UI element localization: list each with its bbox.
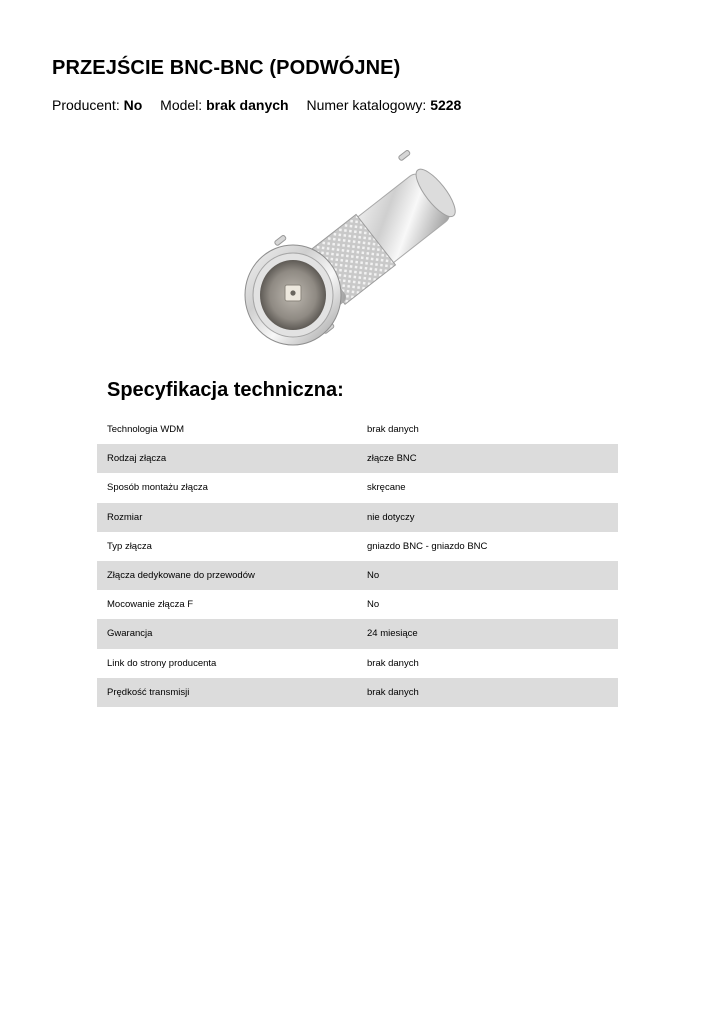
spec-key: Rozmiar [107,511,143,523]
spec-row [97,503,618,532]
spec-key: Mocowanie złącza F [107,599,194,611]
spec-value: brak danych [367,686,419,698]
spec-value: brak danych [367,657,419,669]
spec-row [97,473,618,502]
spec-row [97,532,618,561]
spec-value: No [367,599,380,611]
spec-value: złącze BNC [367,453,417,465]
producer-label: Producent: [52,97,120,113]
spec-key: Prędkość transmisji [107,686,190,698]
spec-row [97,415,618,444]
spec-key: Złącza dedykowane do przewodów [107,570,255,582]
spec-key: Gwarancja [107,628,153,640]
spec-value: 24 miesiące [367,628,418,640]
spec-table [97,415,618,707]
spec-row [97,619,618,648]
model-label: Model: [160,97,203,113]
catalog-label: Numer katalogowy: [306,97,427,113]
spec-heading: Specyfikacja techniczna: [107,379,344,401]
catalog-value: 5228 [430,97,462,113]
producer-group [52,97,146,113]
spec-key: Link do strony producenta [107,657,217,669]
catalog-group [306,97,461,113]
spec-key: Typ złącza [107,540,152,552]
spec-value: brak danych [367,424,419,436]
spec-row [97,444,618,473]
spec-value: skręcane [367,482,406,494]
product-photo [238,143,483,361]
spec-row [97,678,618,707]
model-value: brak danych [206,97,289,113]
spec-row [97,649,618,678]
spec-row [97,561,618,590]
spec-value: No [367,570,380,582]
model-group [160,97,292,113]
product-meta [52,97,475,113]
spec-key: Technologia WDM [107,424,185,436]
spec-value: gniazdo BNC - gniazdo BNC [367,540,488,552]
spec-value: nie dotyczy [367,511,415,523]
spec-key: Sposób montażu złącza [107,482,208,494]
page-title: PRZEJŚCIE BNC-BNC (PODWÓJNE) [52,57,401,79]
spec-key: Rodzaj złącza [107,453,167,465]
spec-row [97,590,618,619]
producer-value: No [123,97,143,113]
